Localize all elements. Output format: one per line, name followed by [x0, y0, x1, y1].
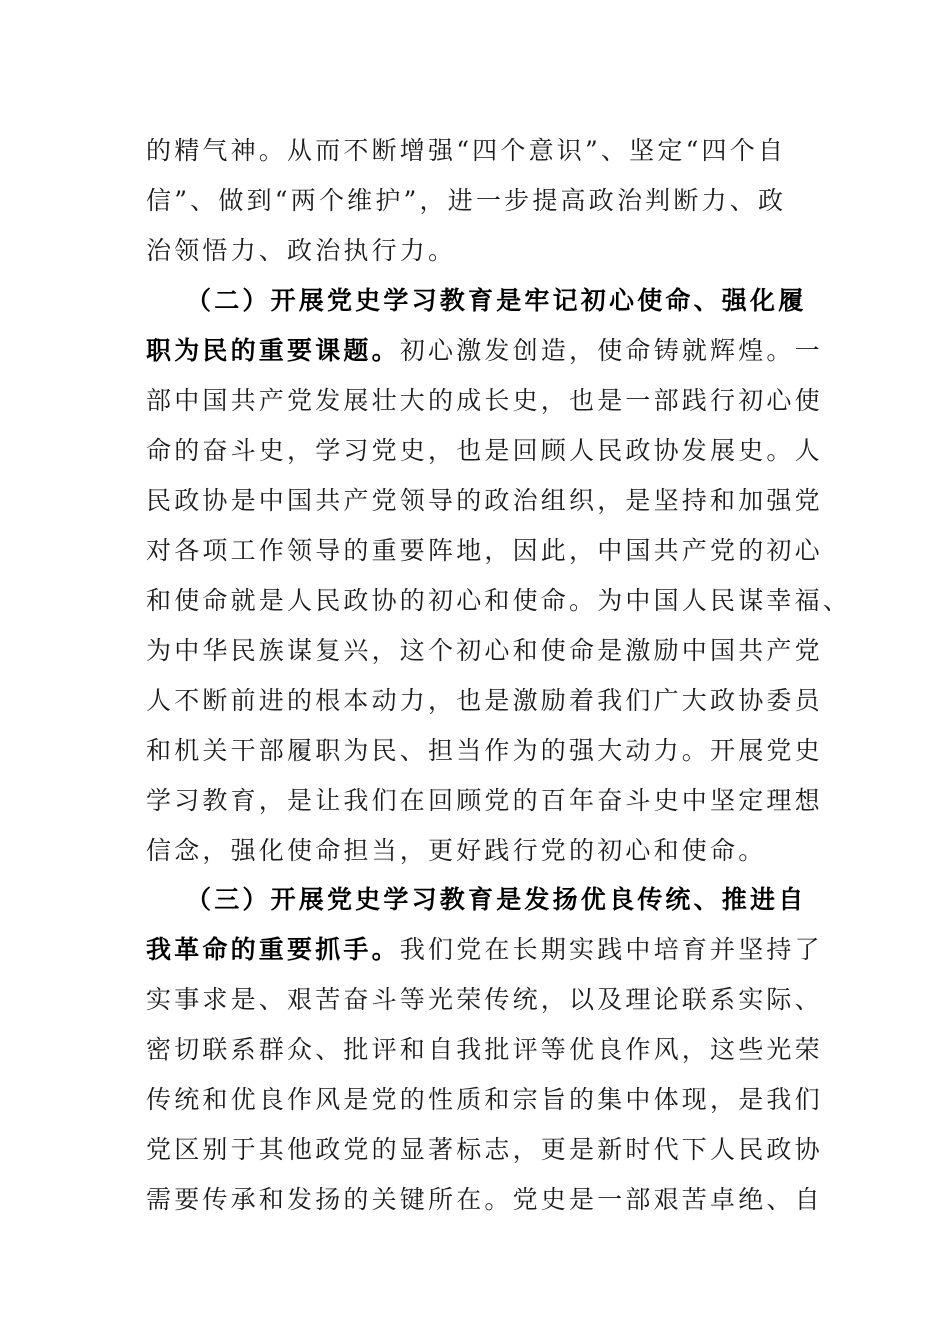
text-line: 信”、做到“两个维护”，进一步提高政治判断力、政 [146, 186, 787, 215]
text-line: 和机关干部履职为民、担当作为的强大动力。开展党史 [146, 736, 823, 765]
section-heading-2: （二）开展党史学习教育是牢记初心使命、强化履 [186, 286, 807, 315]
text-line: 职为民的重要课题。初心激发创造，使命铸就辉煌。一 [146, 336, 823, 365]
text-line: 需要传承和发扬的关键所在。党史是一部艰苦卓绝、自 [146, 1185, 823, 1214]
text-line: 治领悟力、政治执行力。 [146, 236, 457, 265]
text-line: 民政协是中国共产党领导的政治组织，是坚持和加强党 [146, 486, 823, 515]
text-line: 密切联系群众、批评和自我批评等优良作风，这些光荣 [146, 1035, 823, 1064]
text-line: 信念，强化使命担当，更好践行党的初心和使命。 [146, 836, 767, 865]
section-heading-2-end: 职为民的重要课题。 [146, 336, 400, 365]
text-line: 学习教育，是让我们在回顾党的百年奋斗史中坚定理想 [146, 786, 823, 815]
text-line: 命的奋斗史，学习党史，也是回顾人民政协发展史。人 [146, 436, 823, 465]
text-line: 我革命的重要抓手。我们党在长期实践中培育并坚持了 [146, 935, 823, 964]
section-heading-3-end: 我革命的重要抓手。 [146, 935, 400, 964]
text-line: 和使命就是人民政协的初心和使命。为中国人民谋幸福、 [146, 586, 852, 615]
section-heading-3: （三）开展党史学习教育是发扬优良传统、推进自 [186, 885, 807, 914]
text-line: 党区别于其他政党的显著标志，更是新时代下人民政协 [146, 1135, 823, 1164]
text-line: 传统和优良作风是党的性质和宗旨的集中体现，是我们 [146, 1085, 823, 1114]
text-line: 的精气神。从而不断增强“四个意识”、坚定“四个自 [146, 136, 787, 165]
text-line: 部中国共产党发展壮大的成长史，也是一部践行初心使 [146, 386, 823, 415]
text-line: 人不断前进的根本动力，也是激励着我们广大政协委员 [146, 686, 823, 715]
text-line: 为中华民族谋复兴，这个初心和使命是激励中国共产党 [146, 636, 823, 665]
text-line: 实事求是、艰苦奋斗等光荣传统，以及理论联系实际、 [146, 985, 823, 1014]
text-line: 对各项工作领导的重要阵地，因此，中国共产党的初心 [146, 536, 823, 565]
